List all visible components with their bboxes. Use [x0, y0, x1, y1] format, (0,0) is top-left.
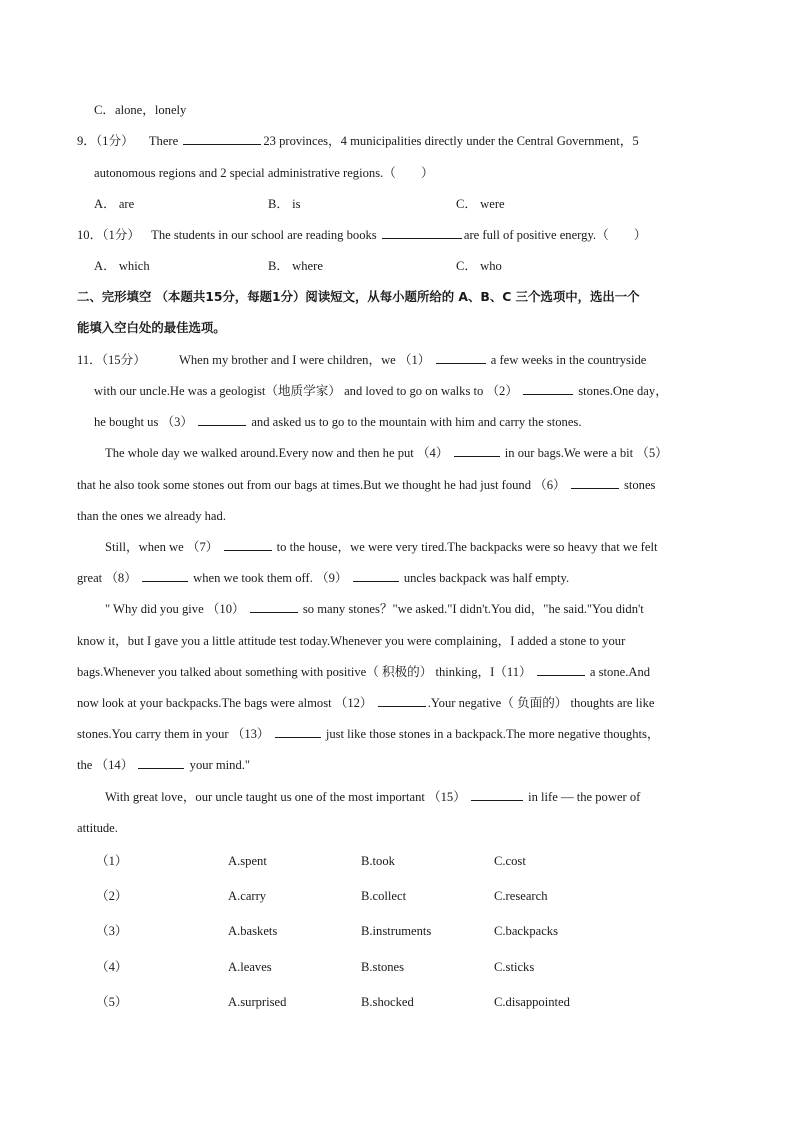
passage-text: and asked us to go to the mountain with him and carry the stones. [251, 415, 582, 429]
passage-line [94, 414, 582, 430]
passage-text: great （8） [77, 571, 137, 585]
choice-option-a[interactable]: A.leaves [228, 960, 272, 974]
choice-option-b[interactable]: B.instruments [361, 924, 432, 938]
question-9-line1 [77, 133, 639, 149]
passage-line [77, 570, 569, 586]
section-heading: 二、完形填空 （本题共15分，每题1分）阅读短文，从每小题所给的 A、B、C 三个选项中，选出一个 [77, 289, 640, 304]
choice-option-b[interactable]: B.collect [361, 889, 407, 903]
passage-line [105, 539, 657, 555]
answer-blank[interactable] [275, 726, 321, 738]
section-heading-cont: 能填入空白处的最佳选项。 [77, 320, 226, 335]
passage-text: now look at your backpacks.The bags were almost （12） [77, 696, 373, 710]
question-number: 11．（15分） [77, 353, 146, 367]
passage-text: a stone.And [589, 665, 651, 679]
option-c[interactable]: C． were [456, 197, 505, 211]
passage-line: know it，but I gave you a little attitude test today.Whenever you were complaining，I added a stone to your [77, 634, 626, 648]
passage-line [105, 601, 644, 617]
passage-text: stones.One day， [578, 384, 668, 398]
answer-blank[interactable] [523, 383, 573, 395]
passage-line [77, 477, 655, 493]
passage-text: stones [623, 478, 656, 492]
passage-text: stones.You carry them in your （13） [77, 727, 270, 741]
passage-text: just like those stones in a backpack.The more negative thoughts， [325, 727, 660, 741]
option-b[interactable]: B． is [268, 197, 301, 211]
question-9-line2: autonomous regions and 2 special administrative regions.（ ） [94, 166, 434, 180]
passage-text: so many stones？"we asked."I didn't.You did，"he said."You didn't [302, 602, 644, 616]
passage-text: When my brother and I were children，we （1） [178, 353, 431, 367]
passage-text: " Why did you give （10） [105, 602, 245, 616]
choice-number: （4） [96, 960, 128, 974]
passage-line [105, 445, 668, 461]
answer-blank[interactable] [224, 539, 272, 551]
choice-option-c[interactable]: C.sticks [494, 960, 535, 974]
passage-text: to the house，we were very tired.The backpacks were so heavy that we felt [276, 540, 658, 554]
passage-line: than the ones we already had. [77, 509, 226, 523]
choice-option-a[interactable]: A.surprised [228, 995, 287, 1009]
passage-text: in life — the power of [528, 790, 641, 804]
passage-line [105, 789, 640, 805]
choice-option-b[interactable]: B.shocked [361, 995, 414, 1009]
answer-blank[interactable] [183, 133, 261, 145]
choice-number: （1） [96, 854, 128, 868]
question-number: 10．（1分） [77, 228, 140, 242]
answer-blank[interactable] [138, 757, 184, 769]
option-c[interactable]: C． who [456, 259, 502, 273]
option-a[interactable]: A． which [94, 259, 150, 273]
choice-number: （2） [96, 889, 128, 903]
choice-option-c[interactable]: C.research [494, 889, 548, 903]
passage-line [77, 726, 659, 742]
answer-blank[interactable] [198, 414, 246, 426]
answer-blank[interactable] [142, 570, 188, 582]
question-10-line1 [77, 227, 646, 243]
answer-blank[interactable] [353, 570, 399, 582]
passage-line: attitude. [77, 821, 118, 835]
answer-blank[interactable] [571, 477, 619, 489]
passage-text: the （14） [77, 758, 134, 772]
choice-option-b[interactable]: B.stones [361, 960, 405, 974]
choice-option-a[interactable]: A.spent [228, 854, 267, 868]
passage-text: in our bags.We were a bit （5） [504, 446, 668, 460]
passage-text: .Your negative（ 负面的） thoughts are like [427, 696, 655, 710]
choice-option-c[interactable]: C.backpacks [494, 924, 558, 938]
passage-line [77, 352, 646, 368]
option-a[interactable]: A． are [94, 197, 135, 211]
choice-option-c[interactable]: C.cost [494, 854, 526, 868]
passage-text: The whole day we walked around.Every now and then he put （4） [105, 446, 449, 460]
answer-blank[interactable] [537, 664, 585, 676]
answer-blank[interactable] [471, 789, 523, 801]
question-text: The students in our school are reading books [151, 228, 377, 242]
choice-option-a[interactable]: A.baskets [228, 924, 278, 938]
answer-blank[interactable] [378, 695, 426, 707]
answer-blank[interactable] [250, 601, 298, 613]
passage-line [94, 383, 668, 399]
option-b[interactable]: B． where [268, 259, 323, 273]
passage-text: when we took them off. （9） [193, 571, 348, 585]
passage-text: Still，when we （7） [105, 540, 219, 554]
passage-text: he bought us （3） [94, 415, 193, 429]
choice-option-c[interactable]: C.disappointed [494, 995, 570, 1009]
question-number: 9．（1分） [77, 134, 134, 148]
passage-text: bags.Whenever you talked about something with positive（ 积极的） thinking，I（11） [77, 665, 532, 679]
passage-text: with our uncle.He was a geologist（地质学家） and loved to go on walks to （2） [94, 384, 518, 398]
choice-number: （5） [96, 995, 128, 1009]
question-text: are full of positive energy.（ ） [463, 228, 647, 242]
passage-text: a few weeks in the countryside [490, 353, 647, 367]
choice-option-a[interactable]: A.carry [228, 889, 267, 903]
passage-text: uncles backpack was half empty. [403, 571, 570, 585]
passage-line [77, 664, 650, 680]
answer-blank[interactable] [436, 352, 486, 364]
question-text: 23 provinces，4 municipalities directly under the Central Government，5 [263, 134, 639, 148]
answer-blank[interactable] [382, 227, 462, 239]
passage-line [77, 757, 250, 773]
choice-option-b[interactable]: B.took [361, 854, 395, 868]
passage-line [77, 695, 654, 711]
choice-number: （3） [96, 924, 128, 938]
passage-text: With great love，our uncle taught us one of the most important （15） [105, 790, 466, 804]
q8-option-c: C．alone，lonely [94, 103, 187, 117]
question-text: There [148, 134, 179, 148]
answer-blank[interactable] [454, 445, 500, 457]
passage-text: that he also took some stones out from our bags at times.But we thought he had just found （6） [77, 478, 566, 492]
passage-text: your mind." [189, 758, 251, 772]
